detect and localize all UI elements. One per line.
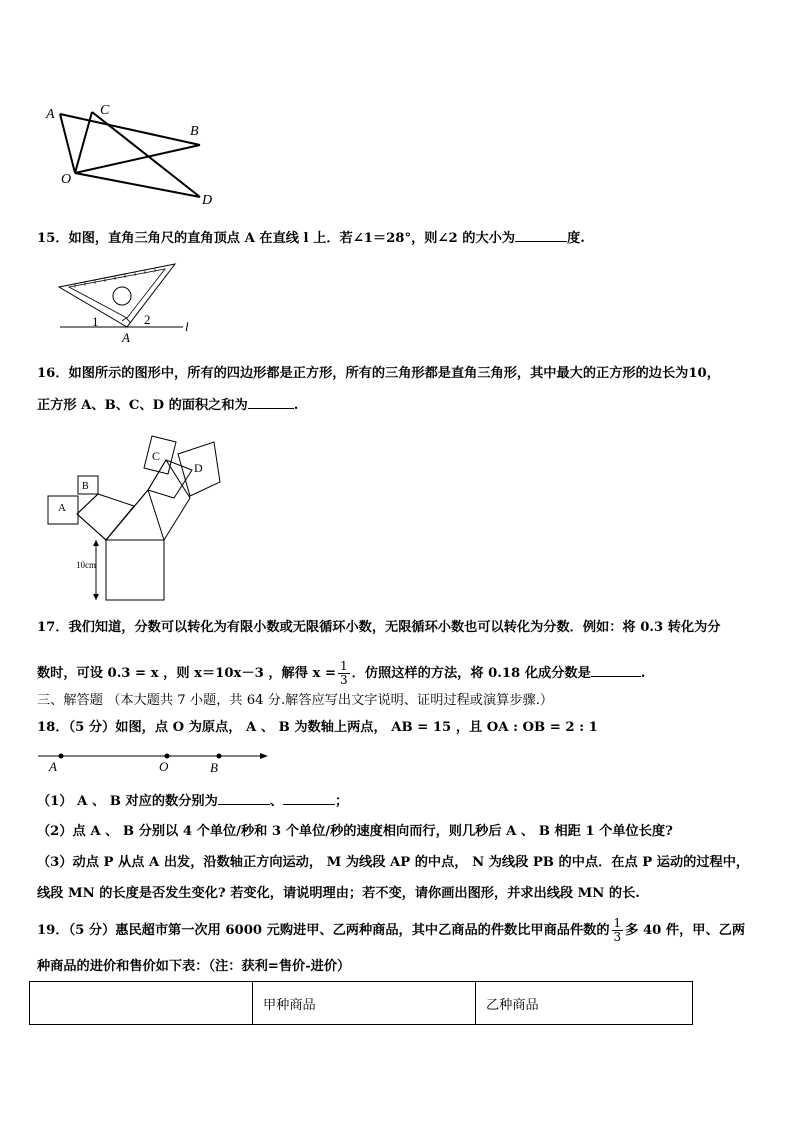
q17-stem-a: 数时，可设 0.3 = x ，则 x＝10x－3 ，解得 x =: [37, 666, 336, 681]
q15-unit: 度.: [567, 231, 585, 246]
q18-blank-b: [283, 792, 335, 805]
q18-part3-line1: （3）动点 P 从点 A 出发，沿数轴正方向运动， M 为线段 AP 的中点， N 为线段 PB 的中点．在点 P 运动的过程中，: [37, 855, 750, 870]
square-a-label: A: [58, 502, 66, 514]
point-a-label: A: [122, 330, 130, 345]
q15-stem: 15．如图，直角三角尺的直角顶点 A 在直线 l 上．若∠1＝28°，则∠2 的大小为: [37, 231, 516, 246]
triangle-main: [106, 490, 164, 540]
point-a: [59, 754, 64, 759]
label-a: A: [46, 107, 55, 122]
q19-line2: 种商品的进价和售价如下表：（注：获利=售价-进价）: [37, 959, 351, 974]
q17-fraction: [338, 660, 350, 687]
segment-od: [75, 173, 200, 197]
q15-text: [37, 229, 585, 248]
angle-1-label: 1: [92, 314, 99, 329]
label-b: B: [190, 124, 199, 139]
dimension-arrow-bottom: [93, 594, 99, 600]
q16-end: .: [293, 398, 299, 413]
point-b: [217, 754, 222, 759]
q19-frac-num: 1: [613, 916, 622, 930]
q14-figure: [40, 100, 230, 210]
square-left-right-join: [106, 460, 190, 540]
q16-stem: 正方形 A、B、C、D 的面积之和为: [37, 398, 248, 413]
segment-co: [75, 112, 92, 173]
square-b-label: B: [82, 481, 89, 492]
q17-end: .: [640, 666, 646, 681]
q18-separator: 、: [269, 794, 283, 809]
segment-ob: [75, 145, 200, 173]
q18-part1: [37, 792, 348, 811]
segment-ao: [60, 114, 75, 173]
q19-frac-den: 3: [613, 930, 622, 944]
set-square-hole: [113, 287, 131, 305]
q18-part3-line2: 线段 MN 的长度是否发生变化? 若变化，请说明理由；若不变，请你画出图形，并求出线段 MN 的长.: [37, 886, 640, 901]
q19-price-table: [29, 981, 693, 1025]
q16-line1: 16．如图所示的图形中，所有的四边形都是正方形，所有的三角形都是直角三角形，其中最大的正方形的边长为10，: [37, 366, 720, 381]
set-square: [59, 264, 175, 327]
line-l-label: l: [185, 319, 189, 334]
label-o: O: [61, 172, 72, 187]
q19-line1: [37, 917, 745, 944]
q17-line1: 17．我们知道，分数可以转化为有限小数或无限循环小数，无限循环小数也可以转化为分数．例如：将 0.3 转化为分: [37, 620, 721, 635]
angle-2-label: 2: [144, 312, 151, 327]
label-d: D: [202, 193, 213, 208]
table-header-cell: 乙种商品: [476, 982, 693, 1025]
q16-figure: [40, 430, 230, 605]
side-length-label: 10cm: [76, 560, 96, 570]
right-angle-mark: [122, 318, 131, 323]
label-a: A: [49, 759, 57, 774]
q17-frac-den: 3: [340, 673, 348, 687]
axis-arrow: [260, 753, 268, 759]
q19-stem-a: 19．（5 分）惠民超市第一次用 6000 元购进甲、乙两种商品，其中乙商品的件数比甲商品件数的: [37, 923, 610, 938]
segment-ab: [60, 114, 200, 145]
q16-blank: [248, 396, 294, 409]
square-left-big: [77, 494, 134, 540]
q19-stem-b: 多 40 件，甲、乙两: [625, 923, 746, 938]
q15-blank: [515, 229, 567, 242]
set-square-inner: [69, 269, 165, 318]
section-3-heading: 三、解答题 （本大题共 7 小题，共 64 分.解答应写出文字说明、证明过程或演算步骤.）: [37, 693, 554, 708]
q19-fraction: [612, 917, 624, 944]
q17-stem-b: ．仿照这样的方法，将 0.18 化成分数是: [351, 666, 591, 681]
q16-line2: [37, 396, 298, 415]
q17-blank: [591, 664, 641, 677]
q15-figure: [55, 258, 205, 348]
q18-part1-end: ；: [334, 794, 349, 809]
label-o: O: [159, 759, 169, 774]
label-b: B: [210, 760, 218, 775]
point-o: [165, 754, 170, 759]
label-c: C: [100, 103, 110, 118]
q18-blank-a: [218, 792, 270, 805]
square-c-label: C: [152, 449, 161, 463]
table-header-cell: 甲种商品: [253, 982, 476, 1025]
square-d-label: D: [194, 461, 203, 475]
q17-line2: [37, 660, 645, 687]
table-row: [30, 982, 693, 1025]
q18-number-line: [36, 744, 272, 776]
segment-cd: [92, 112, 200, 197]
q17-frac-num: 1: [340, 659, 348, 673]
table-header-cell: [30, 982, 253, 1025]
largest-square: [106, 540, 164, 600]
dimension-arrow-top: [93, 540, 99, 546]
q18-part1-stem: （1） A 、 B 对应的数分别为: [37, 794, 218, 809]
q18-stem: 18．（5 分）如图，点 O 为原点， A 、 B 为数轴上两点， AB = 15 ，且 OA : OB = 2 : 1: [37, 720, 598, 735]
q18-part2: （2）点 A 、 B 分别以 4 个单位/秒和 3 个单位/秒的速度相向而行，则几秒后 A 、 B 相距 1 个单位长度?: [37, 824, 673, 839]
